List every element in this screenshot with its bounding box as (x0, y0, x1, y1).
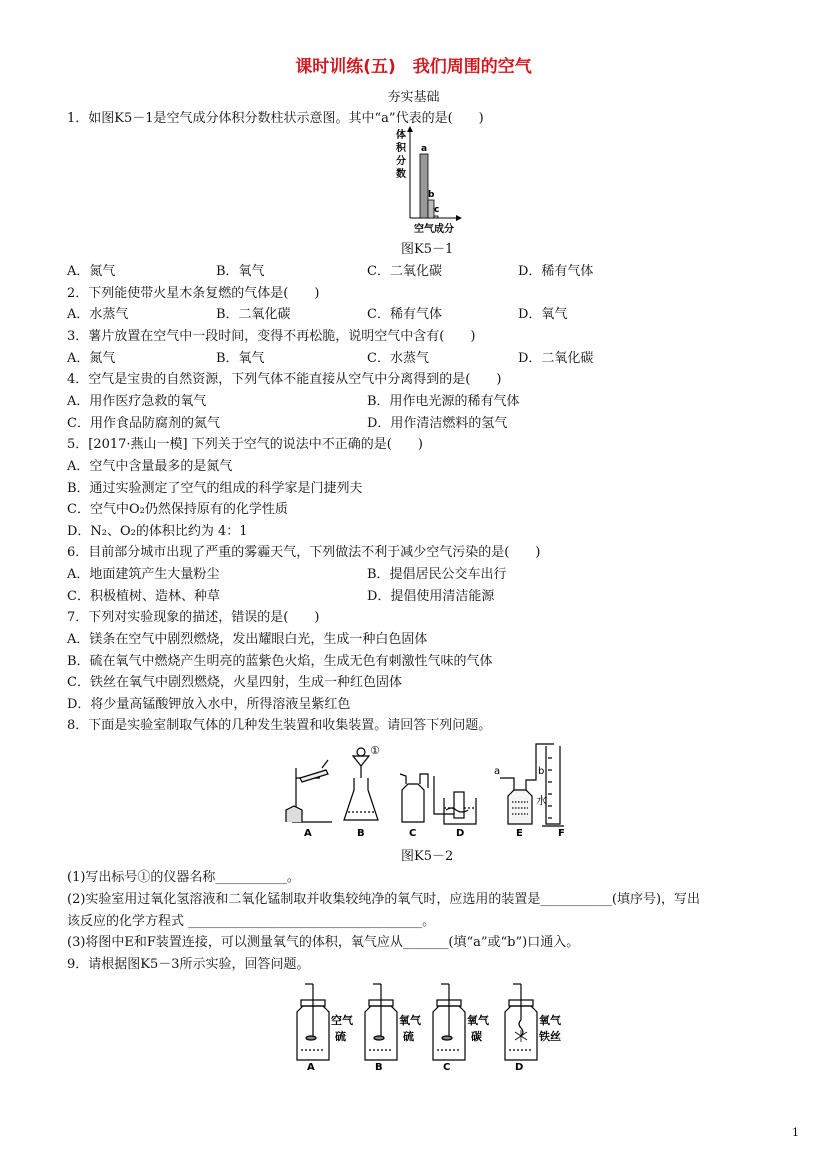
question-7-stem: 7．下列对实验现象的描述，错误的是( ) (67, 610, 320, 625)
gas-label-a: 空气 (331, 1014, 353, 1027)
gas-label-d: 氧气 (539, 1014, 561, 1027)
bar-label-b: b (428, 190, 435, 200)
bar-label-c: c (434, 205, 440, 215)
option-d: D．将少量高锰酸钾放入水中，所得溶液呈紫红色 (67, 697, 351, 712)
ylabel-char: 分 (396, 156, 406, 167)
water-label: 水 (536, 794, 547, 807)
question-4-stem: 4．空气是宝贵的自然资源，下列气体不能直接从空气中分离得到的是( ) (67, 372, 502, 387)
question-6-stem: 6．目前部分城市出现了严重的雾霾天气，下列做法不利于减少空气污染的是( ) (67, 545, 541, 560)
option-c: C．用作食品防腐剂的氮气 (67, 416, 220, 431)
option-b: B．用作电光源的稀有气体 (367, 394, 520, 409)
option-c: C．二氧化碳 (367, 264, 442, 279)
option-a: A．氮气 (67, 351, 116, 366)
option-a: A．镁条在空气中剧烈燃烧，发出耀眼白光，生成一种白色固体 (67, 632, 428, 647)
apparatus-b-flask (344, 778, 378, 820)
bar-a (420, 154, 428, 218)
option-d: D．二氧化碳 (518, 351, 594, 366)
ylabel-char: 积 (396, 143, 406, 154)
bottle-c (433, 984, 465, 1060)
label-a: A (307, 1062, 315, 1072)
option-c: C．水蒸气 (367, 351, 429, 366)
page-title: 课时训练(五) 我们周围的空气 (295, 57, 532, 77)
gas-label-b: 氧气 (399, 1014, 421, 1027)
section-heading: 夯实基础 (387, 90, 440, 105)
figure-k5-1-bar-chart (362, 126, 472, 236)
apparatus-e-bottle (508, 790, 532, 824)
x-axis-label: 空气成分 (414, 224, 454, 235)
question-8-stem: 8．下面是实验室制取气体的几种发生装置和收集装置。请回答下列问题。 (67, 718, 492, 733)
option-a: A．氮气 (67, 264, 116, 279)
label-b: B (357, 828, 365, 838)
option-b: B．氧气 (216, 351, 265, 366)
bottle-d (505, 984, 537, 1060)
label-b: B (375, 1062, 383, 1072)
question-8-part-1: (1)写出标号①的仪器名称___________。 (67, 870, 300, 885)
mark-a: a (494, 766, 501, 777)
mark-b: b (538, 766, 545, 777)
option-d: D．用作清洁燃料的氢气 (367, 416, 508, 431)
bottle-b (365, 984, 397, 1060)
figure-k5-3-combustion (285, 980, 575, 1072)
bar-c (434, 216, 438, 218)
figure-k5-2-apparatus (278, 738, 578, 838)
option-a: A．水蒸气 (67, 307, 129, 322)
label-d: D (456, 828, 465, 838)
substance-label-b: 硫 (403, 1030, 414, 1043)
gas-label-c: 氧气 (467, 1014, 489, 1027)
substance-label-c: 碳 (471, 1030, 482, 1043)
label-c: C (409, 828, 417, 838)
label-f: F (558, 828, 565, 838)
option-d: D．稀有气体 (518, 264, 594, 279)
substance-label-d: 铁丝 (539, 1030, 561, 1043)
question-5-stem: 5．[2017·燕山一模] 下列关于空气的说法中不正确的是( ) (67, 437, 423, 452)
page-number: 1 (792, 1126, 799, 1139)
question-8-part-2: (2)实验室用过氧化氢溶液和二氧化锰制取并收集较纯净的氧气时，应选用的装置是___________(填序号)，写出 (67, 892, 701, 907)
apparatus-c-bottle (402, 784, 424, 822)
question-1-stem: 1．如图K5－1是空气成分体积分数柱状示意图。其中“a”代表的是( ) (67, 111, 484, 126)
substance-label-a: 硫 (335, 1030, 346, 1043)
figure-caption-k5-1: 图K5－1 (401, 242, 454, 257)
question-8-part-2-cont: 该反应的化学方程式 ____________________________________。 (67, 914, 436, 929)
option-b: B．二氧化碳 (216, 307, 291, 322)
ylabel-char: 体 (396, 130, 406, 141)
option-b: B．通过实验测定了空气的组成的科学家是门捷列夫 (67, 481, 363, 496)
option-a: A．空气中含量最多的是氮气 (67, 459, 233, 474)
figure-caption-k5-2: 图K5－2 (401, 849, 454, 864)
option-c: C．积极植树、造林、种草 (67, 589, 220, 604)
label-e: E (516, 828, 523, 838)
option-a: A．用作医疗急救的氧气 (67, 394, 207, 409)
option-c: C．稀有气体 (367, 307, 442, 322)
label-d: D (515, 1062, 524, 1072)
option-d: D．提倡使用清洁能源 (367, 589, 495, 604)
option-c: C．空气中O₂仍然保持原有的化学性质 (67, 502, 288, 517)
label-a: A (304, 828, 312, 838)
mark-1: ① (370, 744, 380, 757)
label-c: C (443, 1062, 451, 1072)
x-axis-arrow (456, 215, 462, 221)
question-3-stem: 3．薯片放置在空气中一段时间，变得不再松脆，说明空气中含有( ) (67, 329, 476, 344)
option-d: D．氧气 (518, 307, 568, 322)
option-c: C．铁丝在氧气中剧烈燃烧，火星四射，生成一种红色固体 (67, 675, 402, 690)
question-2-stem: 2．下列能使带火星木条复燃的气体是( ) (67, 286, 320, 301)
question-9-stem: 9．请根据图K5－3所示实验，回答问题。 (67, 957, 310, 972)
y-axis-arrow (407, 126, 413, 132)
bottle-a (297, 984, 329, 1060)
option-b: B．氧气 (216, 264, 265, 279)
question-8-part-3: (3)将图中E和F装置连接，可以测量氧气的体积，氧气应从_______(填“a”或“b”)口通入。 (67, 935, 580, 950)
option-a: A．地面建筑产生大量粉尘 (67, 567, 220, 582)
option-b: B．提倡居民公交车出行 (367, 567, 507, 582)
option-d: D．N₂、O₂的体积比约为 4：1 (67, 524, 248, 539)
bar-label-a: a (421, 144, 428, 154)
ylabel-char: 数 (396, 169, 406, 180)
option-b: B．硫在氧气中燃烧产生明亮的蓝紫色火焰，生成无色有刺激性气味的气体 (67, 654, 493, 669)
